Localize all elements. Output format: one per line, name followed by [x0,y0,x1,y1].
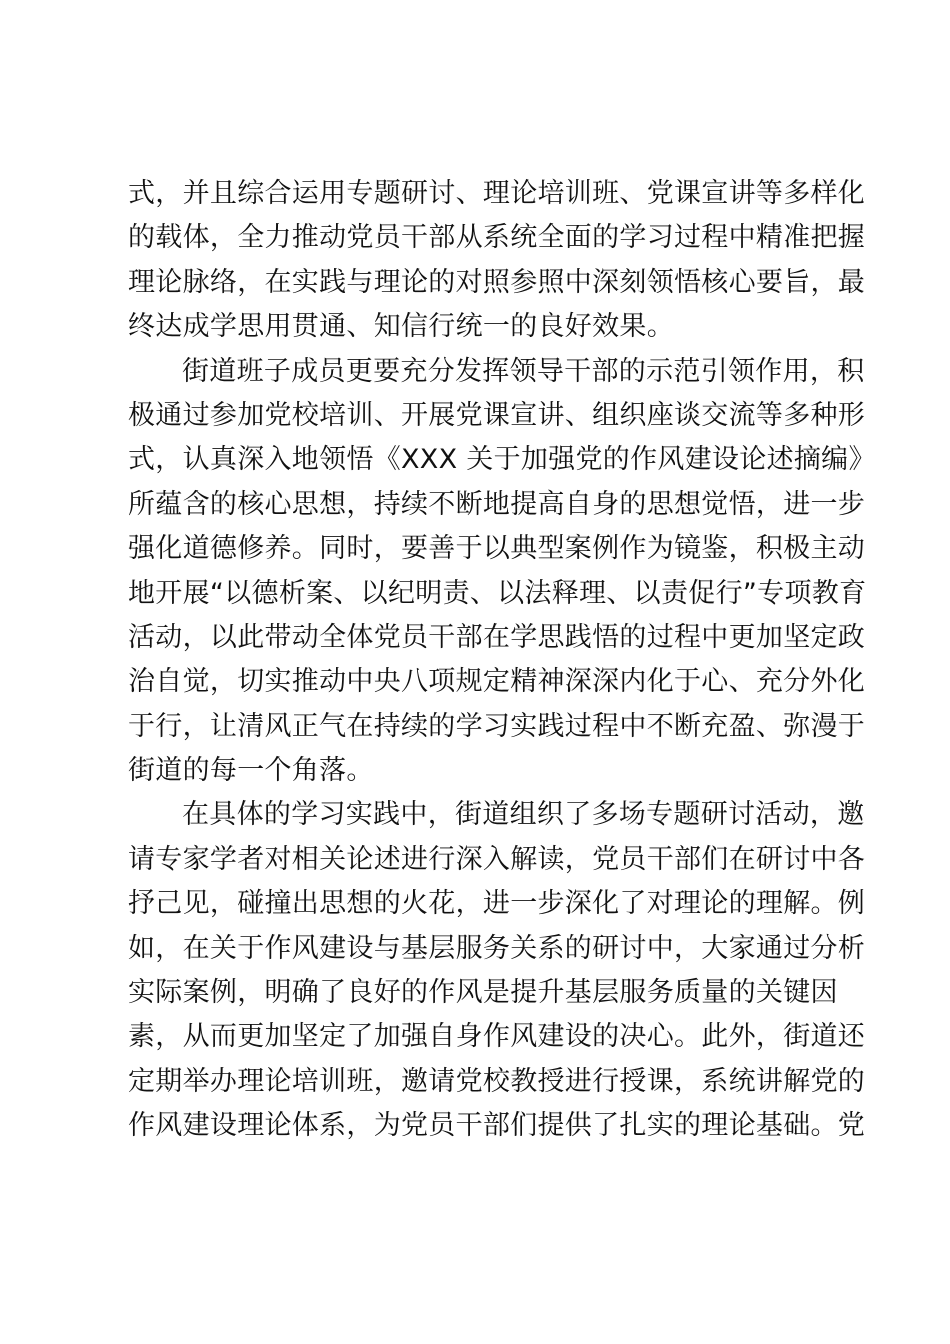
text-line: 理论脉络，在实践与理论的对照参照中深刻领悟核心要旨，最 [128,266,866,298]
paragraph-start-line: 在具体的学习实践中，街道组织了多场专题研讨活动，邀 [182,799,865,831]
text-line: 街道的每一个角落。 [128,755,374,787]
text-line: 地开展“以德析案、以纪明责、以法释理、以责促行”专项教育 [128,577,867,609]
document-body [128,172,876,1149]
text-line: 如，在关于作风建设与基层服务关系的研讨中，大家通过分析 [128,932,866,964]
text-line: 强化道德修养。同时，要善于以典型案例作为镜鉴，积极主动 [128,533,866,565]
text-line: 极通过参加党校培训、开展党课宣讲、组织座谈交流等多种形 [128,399,866,431]
text-line: 定期举办理论培训班，邀请党校教授进行授课，系统讲解党的 [128,1065,866,1097]
text-line: 所蕴含的核心思想，持续不断地提高自身的思想觉悟，进一步 [128,488,866,520]
text-line: 作风建设理论体系，为党员干部们提供了扎实的理论基础。党 [128,1110,866,1142]
text-line: 式，认真深入地领悟《XXX 关于加强党的作风建设论述摘编》 [128,444,876,476]
text-line: 抒己见，碰撞出思想的火花，进一步深化了对理论的理解。例 [128,888,866,920]
text-line: 活动，以此带动全体党员干部在学思践悟的过程中更加坚定政 [128,621,866,653]
text-line: 实际案例，明确了良好的作风是提升基层服务质量的关键因 [128,977,838,1009]
paragraph-start-line: 街道班子成员更要充分发挥领导干部的示范引领作用，积 [182,355,865,387]
text-line: 请专家学者对相关论述进行深入解读，党员干部们在研讨中各 [128,843,866,875]
text-line: 于行，让清风正气在持续的学习实践过程中不断充盈、弥漫于 [128,710,866,742]
text-line: 治自觉，切实推动中央八项规定精神深深内化于心、充分外化 [128,666,866,698]
text-line: 的载体，全力推动党员干部从系统全面的学习过程中精准把握 [128,222,866,254]
text-line: 式，并且综合运用专题研讨、理论培训班、党课宣讲等多样化 [128,178,866,209]
text-line: 终达成学思用贯通、知信行统一的良好效果。 [128,311,674,343]
text-line: 素，从而更加坚定了加强自身作风建设的决心。此外，街道还 [128,1021,866,1053]
